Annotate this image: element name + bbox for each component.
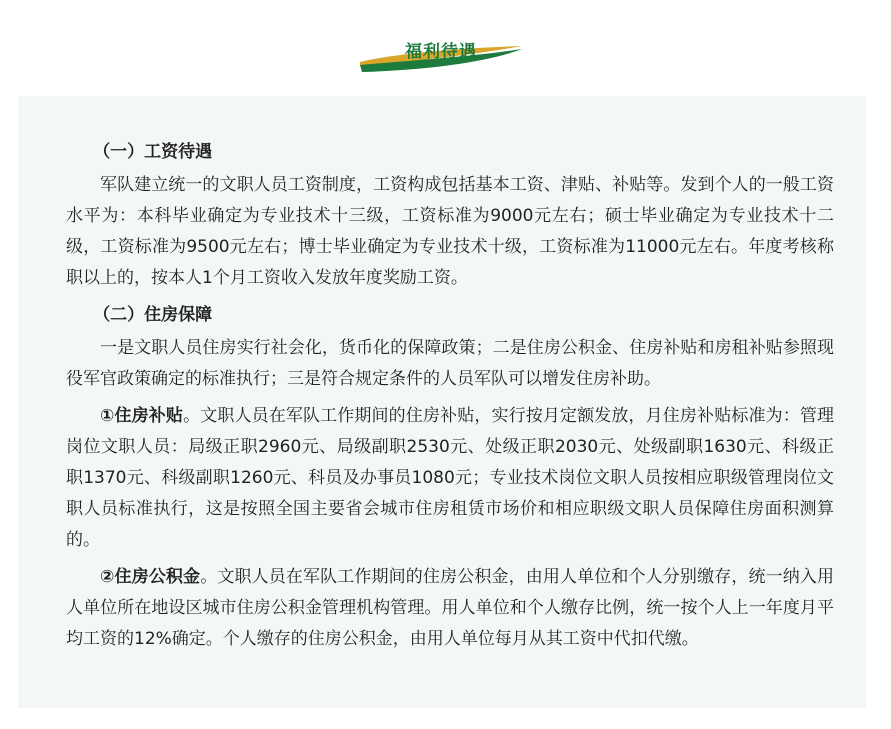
banner-title: 福利待遇 xyxy=(405,42,477,62)
housing-fund-paragraph xyxy=(66,562,834,655)
housing-subsidy-body: 。文职人员在军队工作期间的住房补贴，实行按月定额发放，月住房补贴标准为：管理岗位文职人员：局级正职2960元、局级副职2530元、处级正职2030元、处级副职1630元、科级正职1370元、科级副职1260元、科员及办事员1080元；专业技术岗位文职人员按相应职级管理岗位文职人员标准执行，这是按照全国主要省会城市住房租赁市场价和相应职级文职人员保障住房面积测算的。 xyxy=(66,406,834,550)
section-banner xyxy=(358,38,524,74)
salary-paragraph: 军队建立统一的文职人员工资制度，工资构成包括基本工资、津贴、补贴等。发到个人的一般工资水平为：本科毕业确定为专业技术十三级，工资标准为9000元左右；硕士毕业确定为专业技术十二级，工资标准为9500元左右；博士毕业确定为专业技术十级，工资标准为11000元左右。年度考核称职以上的，按本人1个月工资收入发放年度奖励工资。 xyxy=(66,175,834,288)
benefits-content xyxy=(66,137,834,661)
housing-subsidy-lead: ①住房补贴 xyxy=(100,406,184,426)
housing-fund-lead: ②住房公积金 xyxy=(100,567,201,587)
housing-fund-body: 。文职人员在军队工作期间的住房公积金，由用人单位和个人分别缴存，统一纳入用人单位所在地设区城市住房公积金管理机构管理。用人单位和个人缴存比例，统一按个人上一年度月平均工资的12%确定。个人缴存的住房公积金，由用人单位每月从其工资中代扣代缴。 xyxy=(66,567,834,649)
housing-heading: （二）住房保障 xyxy=(93,305,213,325)
housing-intro-paragraph: 一是文职人员住房实行社会化，货币化的保障政策；二是住房公积金、住房补贴和房租补贴参照现役军官政策确定的标准执行；三是符合规定条件的人员军队可以增发住房补助。 xyxy=(66,338,834,389)
salary-heading: （一）工资待遇 xyxy=(93,142,213,162)
housing-subsidy-paragraph xyxy=(66,401,834,556)
